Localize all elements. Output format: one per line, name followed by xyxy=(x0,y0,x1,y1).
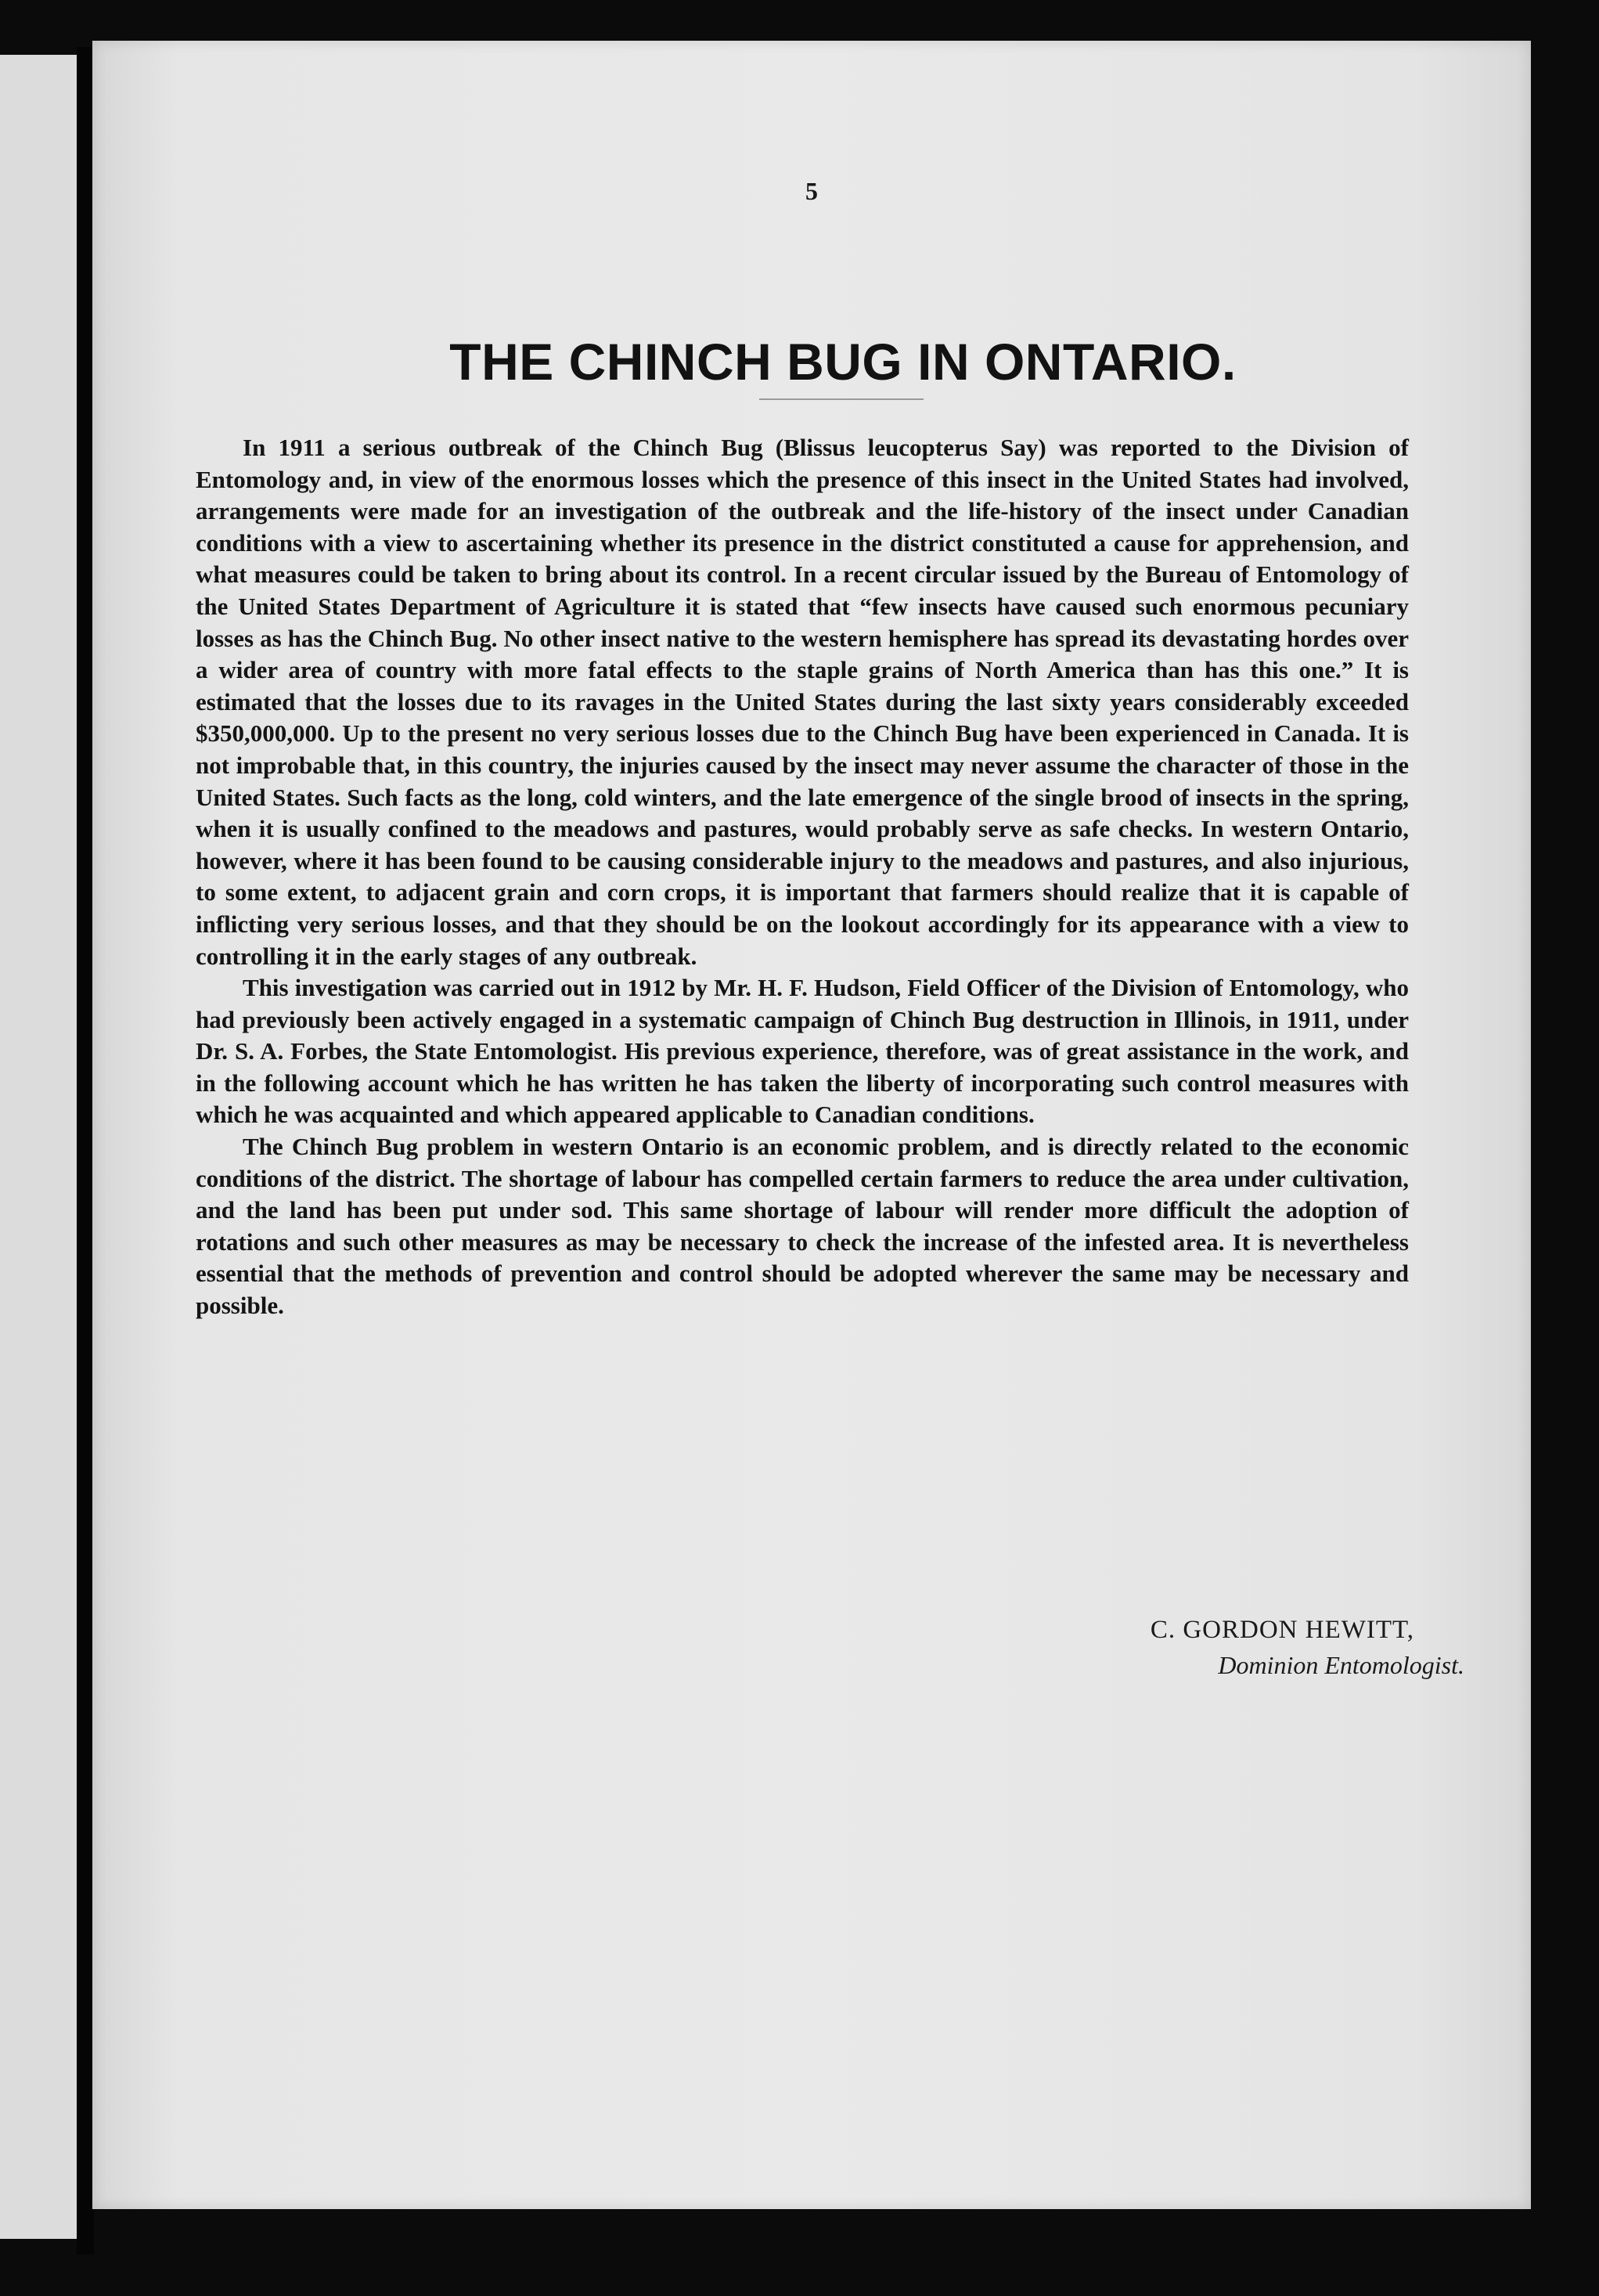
signature-block xyxy=(1151,1616,1464,1680)
paragraph-2: This investigation was carried out in 1912 by Mr. H. F. Hudson, Field Officer of the Division of Entomology, who had previously been actively engaged in a systematic campaign of Chinch Bug destruction in Illinois, in 1911, under Dr. S. A. Forbes, the State Entomologist. His previous experience, therefore, was of great assistance in the work, and in the following account which he has written he has taken the liberty of incorporating such control measures with which he was acquainted and which appeared applicable to Canadian conditions. xyxy=(196,974,1409,1129)
signature-name: C. GORDON HEWITT, xyxy=(1150,1616,1414,1644)
paragraph-3: The Chinch Bug problem in western Ontario is an economic problem, and is directly related to the economic conditions of the district. The shortage of labour has compelled certain farmers to reduce the area under cultivation, and the land has been put under sod. This same shortage of labour will render more difficult the adoption of rotations and such other measures as may be necessary to check the increase of the infested area. It is nevertheless essential that the methods of prevention and control should be adopted wherever the same may be necessary and possible. xyxy=(196,1133,1409,1320)
page-number: 5 xyxy=(805,177,818,205)
page-title: THE CHINCH BUG IN ONTARIO. xyxy=(449,333,1237,391)
title-rule xyxy=(759,398,924,400)
paragraph-1: In 1911 a serious outbreak of the Chinch Bug (Blissus leucopterus Say) was reported to the Division of Entomology and, in view of the enormous losses which the presence of this insect in the United States had involved, arrangements were made for an investigation of the outbreak and the life-history of the insect under Canadian conditions with a view to ascertaining whether its presence in the district constituted a cause for apprehension, and what measures could be taken to bring about its control. In a recent circular issued by the Bureau of Entomology of the United States Department of Agriculture it is stated that “few insects have caused such enormous pecuniary losses as has the Chinch Bug. No other insect native to the western hemisphere has spread its devastating hordes over a wider area of country with more fatal effects to the staple grains of North America than has this one.” It is estimated that the losses due to its ravages in the United States during the last sixty years considerably exceeded $350,000,000. Up to the present no very serious losses due to the Chinch Bug have been experienced in Canada. It is not improbable that, in this country, the injuries caused by the insect may never assume the character of those in the United States. Such facts as the long, cold winters, and the late emergence of the single brood of insects in the spring, when it is usually confined to the meadows and pastures, would probably serve as safe checks. In western Ontario, however, where it has been found to be causing considerable injury to the meadows and pastures, and also injurious, to some extent, to adjacent grain and corn crops, it is important that farmers should realize that it is capable of inflicting very serious losses, and that they should be on the lookout accordingly for its appearance with a view to controlling it in the early stages of any outbreak. xyxy=(196,434,1409,970)
article-body xyxy=(196,432,1409,1322)
book-gutter xyxy=(77,47,94,2255)
signature-title: Dominion Entomologist. xyxy=(1218,1651,1464,1679)
previous-page-edge xyxy=(0,55,77,2239)
